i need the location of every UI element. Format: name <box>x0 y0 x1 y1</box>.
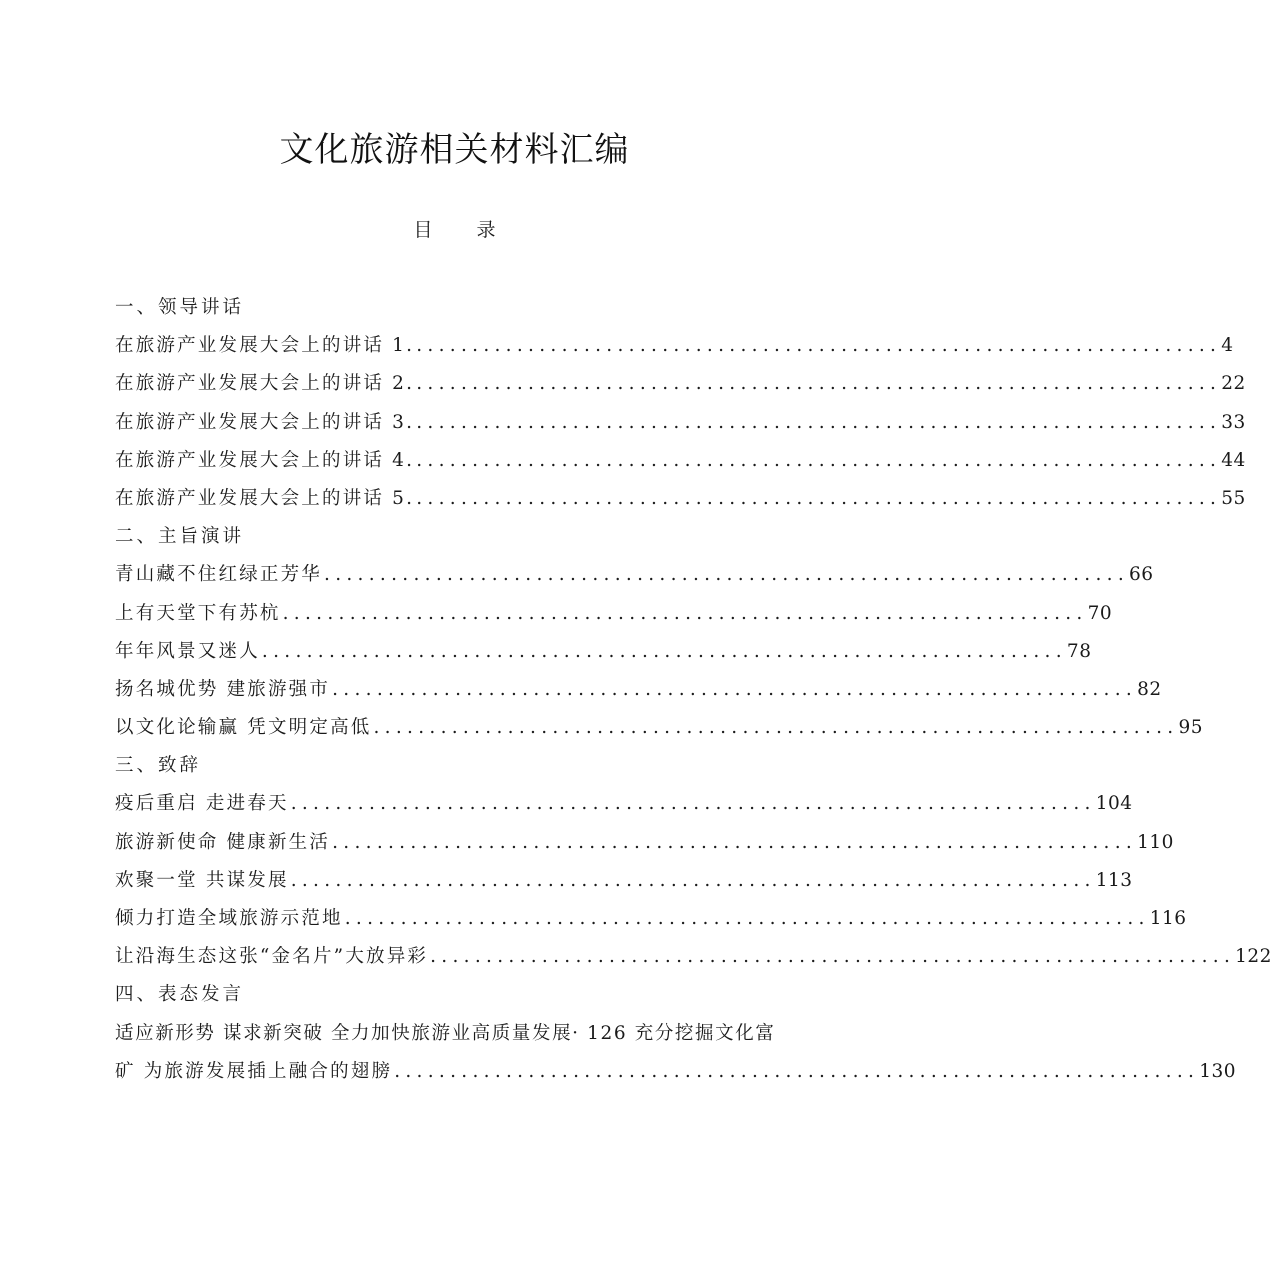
toc-entry-page: 66 <box>1129 564 1154 586</box>
dot-leader: ........................................................................ <box>282 602 1088 624</box>
toc-entry-page: 70 <box>1087 602 1113 624</box>
dot-leader: ........................................................................ <box>290 869 1096 891</box>
dot-leader: ........................................................................ <box>416 335 1222 357</box>
toc-entry[interactable] <box>115 938 1272 976</box>
toc-entry-page: 55 <box>1221 487 1246 509</box>
toc-entry[interactable] <box>115 480 1246 518</box>
toc-entry[interactable] <box>115 900 1187 938</box>
toc-entry[interactable] <box>115 824 1174 862</box>
toc-entry-page: 22 <box>1221 373 1246 395</box>
toc-entry-title: 以文化论输赢 凭文明定高低 <box>115 717 372 739</box>
toc-entry[interactable] <box>115 785 1133 823</box>
toc-entry-title: 上有天堂下有苏杭 <box>115 602 281 624</box>
toc-entry-page: 130 <box>1199 1060 1237 1082</box>
toc-entry[interactable] <box>115 633 1092 671</box>
toc-entry-page: 82 <box>1137 678 1162 700</box>
dot-leader: ........................................................................ <box>416 487 1222 509</box>
dot-leader: ........................................................................ <box>332 678 1138 700</box>
toc-entry-title: 倾力打造全域旅游示范地 <box>115 908 343 929</box>
dot-leader: ........................................................................ <box>416 411 1222 433</box>
toc-entry[interactable] <box>115 404 1246 442</box>
toc-entry[interactable] <box>115 595 1113 633</box>
dot-leader: ........................................................................ <box>416 373 1222 395</box>
toc-entry[interactable] <box>115 442 1246 480</box>
toc-entry-title: 欢聚一堂 共谋发展 <box>115 869 289 891</box>
dot-leader: ........................................................................ <box>416 449 1222 471</box>
toc-entry-title: 青山藏不住红绿正芳华 <box>115 564 323 586</box>
toc-entry-page: 78 <box>1066 640 1092 662</box>
toc-entry-title: 在旅游产业发展大会上的讲话 2. <box>115 373 415 395</box>
dot-leader: ........................................................................ <box>373 717 1179 739</box>
toc-section-heading: 二、主旨演讲 <box>115 526 245 548</box>
toc-entry-title: 疫后重启 走进春天 <box>115 793 289 815</box>
toc-entry-title: 矿 为旅游发展插上融合的翅膀 <box>115 1060 393 1082</box>
page-title: 文化旅游相关材料汇编 <box>279 130 630 170</box>
toc-entry-page: 4 <box>1221 335 1234 357</box>
dot-leader: ........................................................................ <box>344 908 1150 929</box>
toc-entry[interactable] <box>115 862 1133 900</box>
toc-section-heading: 四、表态发言 <box>115 984 245 1006</box>
table-of-contents <box>115 289 1272 1091</box>
toc-heading: 目录 <box>413 219 540 241</box>
toc-entry[interactable] <box>115 556 1154 594</box>
toc-entry[interactable] <box>115 327 1234 365</box>
toc-entry[interactable] <box>115 709 1204 747</box>
toc-entry-page: 33 <box>1221 411 1246 433</box>
toc-entry-title: 适应新形势 谋求新突破 全力加快旅游业高质量发展· 126 充分挖掘文化富 <box>115 1022 776 1044</box>
dot-leader: ........................................................................ <box>261 640 1067 662</box>
toc-entry-title: 在旅游产业发展大会上的讲话 1. <box>115 335 415 357</box>
toc-entry-wrapped-line[interactable] <box>115 1015 815 1053</box>
toc-entry[interactable] <box>115 671 1162 709</box>
dot-leader: ........................................................................ <box>394 1060 1200 1082</box>
toc-entry-title: 年年风景又迷人 <box>115 640 260 662</box>
toc-entry-page: 116 <box>1149 908 1187 929</box>
toc-entry-title: 旅游新使命 健康新生活 <box>115 831 331 853</box>
toc-entry-title: 在旅游产业发展大会上的讲话 4. <box>115 449 415 471</box>
toc-entry-page: 113 <box>1095 869 1133 891</box>
dot-leader: ........................................................................ <box>290 793 1096 815</box>
toc-entry-page: 104 <box>1095 793 1133 815</box>
toc-entry-page: 44 <box>1221 449 1246 471</box>
toc-section-heading: 三、致辞 <box>115 755 202 777</box>
toc-entry-title: 扬名城优势 建旅游强市 <box>115 678 331 700</box>
toc-entry-title: 让沿海生态这张“金名片”大放异彩 <box>115 946 429 968</box>
toc-entry[interactable] <box>115 365 1246 403</box>
toc-entry-page: 95 <box>1178 717 1204 739</box>
dot-leader: ........................................................................ <box>324 564 1130 586</box>
toc-entry-page: 122 <box>1235 946 1272 968</box>
dot-leader: ........................................................................ <box>430 946 1236 968</box>
toc-entry-page: 110 <box>1137 831 1174 853</box>
toc-section-heading: 一、领导讲话 <box>115 297 245 318</box>
dot-leader: ........................................................................ <box>332 831 1138 853</box>
toc-entry-title: 在旅游产业发展大会上的讲话 5. <box>115 487 415 509</box>
toc-entry[interactable] <box>115 1053 1237 1091</box>
toc-entry-title: 在旅游产业发展大会上的讲话 3. <box>115 411 415 433</box>
